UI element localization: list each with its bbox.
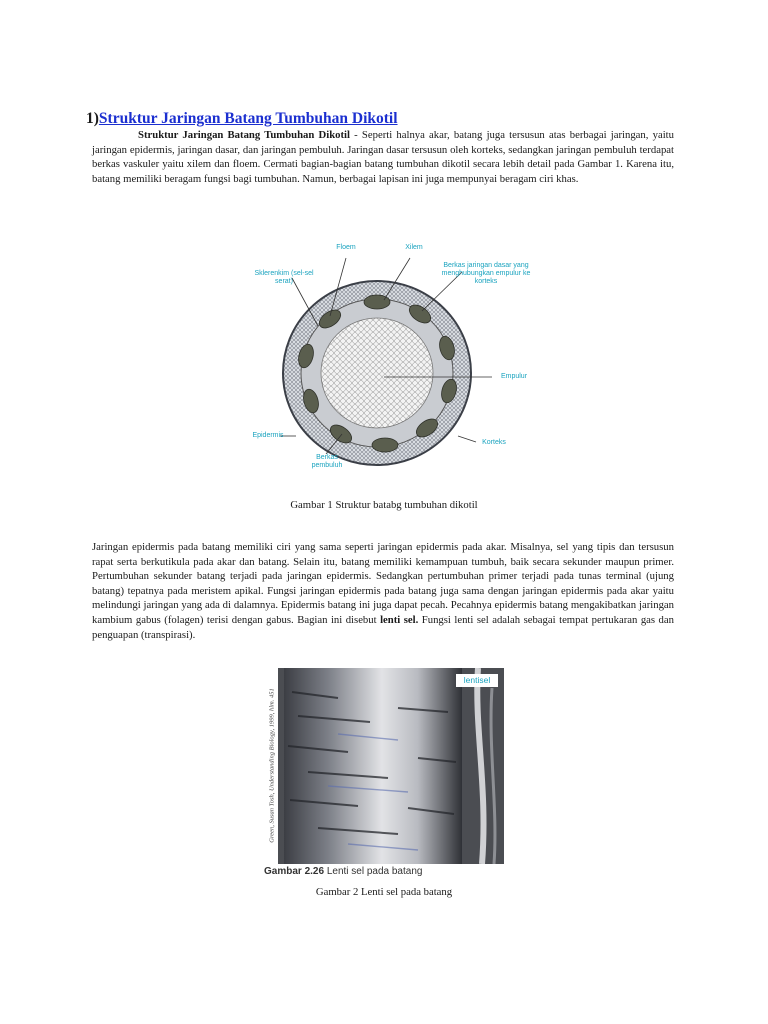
tree-bark-photo	[278, 668, 504, 864]
label-floem: Floem	[336, 244, 356, 251]
photo-credit: Green, Susan Tosh, Understanding Biology, 1999, hlm. 451	[268, 688, 276, 843]
lentisel-tag: lentisel	[456, 674, 498, 687]
label-empulur: Empulur	[500, 373, 528, 380]
label-xilem: Xilem	[405, 244, 423, 251]
label-berkas-jaringan-dasar: Berkas jaringan dasar yang menghubungkan empulur ke korteks	[441, 262, 531, 285]
heading-number: 1)	[86, 110, 99, 127]
figure2-inner-text: Lenti sel pada batang	[324, 866, 423, 877]
stem-cross-section-figure	[244, 236, 544, 496]
label-korteks: Korteks	[482, 439, 506, 446]
lentisel-figure	[264, 668, 504, 886]
figure2-caption: Gambar 2 Lenti sel pada batang	[315, 886, 453, 898]
section-heading	[86, 110, 398, 128]
figure2-inner-caption	[264, 866, 422, 877]
intro-paragraph	[92, 128, 674, 186]
intro-bold-term: Struktur Jaringan Batang Tumbuhan Dikotil	[138, 129, 350, 141]
epidermis-text-end: Fungsi lenti sel adalah sebagai tempat pertukaran gas dan penguapan (transpirasi).	[92, 613, 674, 641]
label-sklerenkim: Sklerenkim (sel-sel serat)	[254, 270, 314, 285]
label-berkas-pembuluh: Berkas pembuluh	[311, 454, 343, 469]
figure1-caption: Gambar 1 Struktur batabg tumbuhan dikotil	[290, 499, 478, 511]
intro-text: - Seperti halnya akar, batang juga tersusun atas berbagai jaringan, yaitu jaringan epidermis, jaringan dasar, dan jaringan pembuluh. Jaringan dasar tersusun oleh korteks, sedangkan jaringan pembuluh terdapat berkas vaskuler yaitu xilem dan floem. Cermati bagian-bagian batang tumbuhan dikotil secara lebih detail pada Gambar 1. Karena itu, batang memiliki beragam fungsi bagi tumbuhan. Namun, berbagai lapisan ini juga mempunyai beragam ciri khas.	[92, 129, 674, 185]
label-epidermis: Epidermis	[252, 432, 284, 439]
epidermis-paragraph	[92, 540, 674, 642]
figure2-inner-number: Gambar 2.26	[264, 866, 325, 877]
heading-link[interactable]: Struktur Jaringan Batang Tumbuhan Dikotil	[98, 110, 398, 127]
epidermis-text: Jaringan epidermis pada batang memiliki ciri yang sama seperti jaringan epidermis pada akar. Misalnya, sel yang tipis dan tersusun rapat serta berkutikula pada akar dan batang. Selain itu, batang memiliki kemampuan tumbuh, baik secara sekunder maupun primer. Pertumbuhan sekunder batang terjadi pada jaringan epidermis. Sedangkan pertumbuhan primer terjadi pada tunas terminal (ujung batang) tepatnya pada meristem apikal. Fungsi jaringan epidermis pada batang juga sama dengan jaringan epidermis pada akar yaitu melindungi jaringan yang ada di dalamnya. Epidermis batang ini juga dapat pecah. Pecahnya epidermis batang mengakibatkan jaringan kambium gabus (folagen) terisi dengan gabus. Bagian ini disebut	[92, 541, 674, 626]
lenti-sel-term: lenti sel.	[380, 613, 419, 626]
